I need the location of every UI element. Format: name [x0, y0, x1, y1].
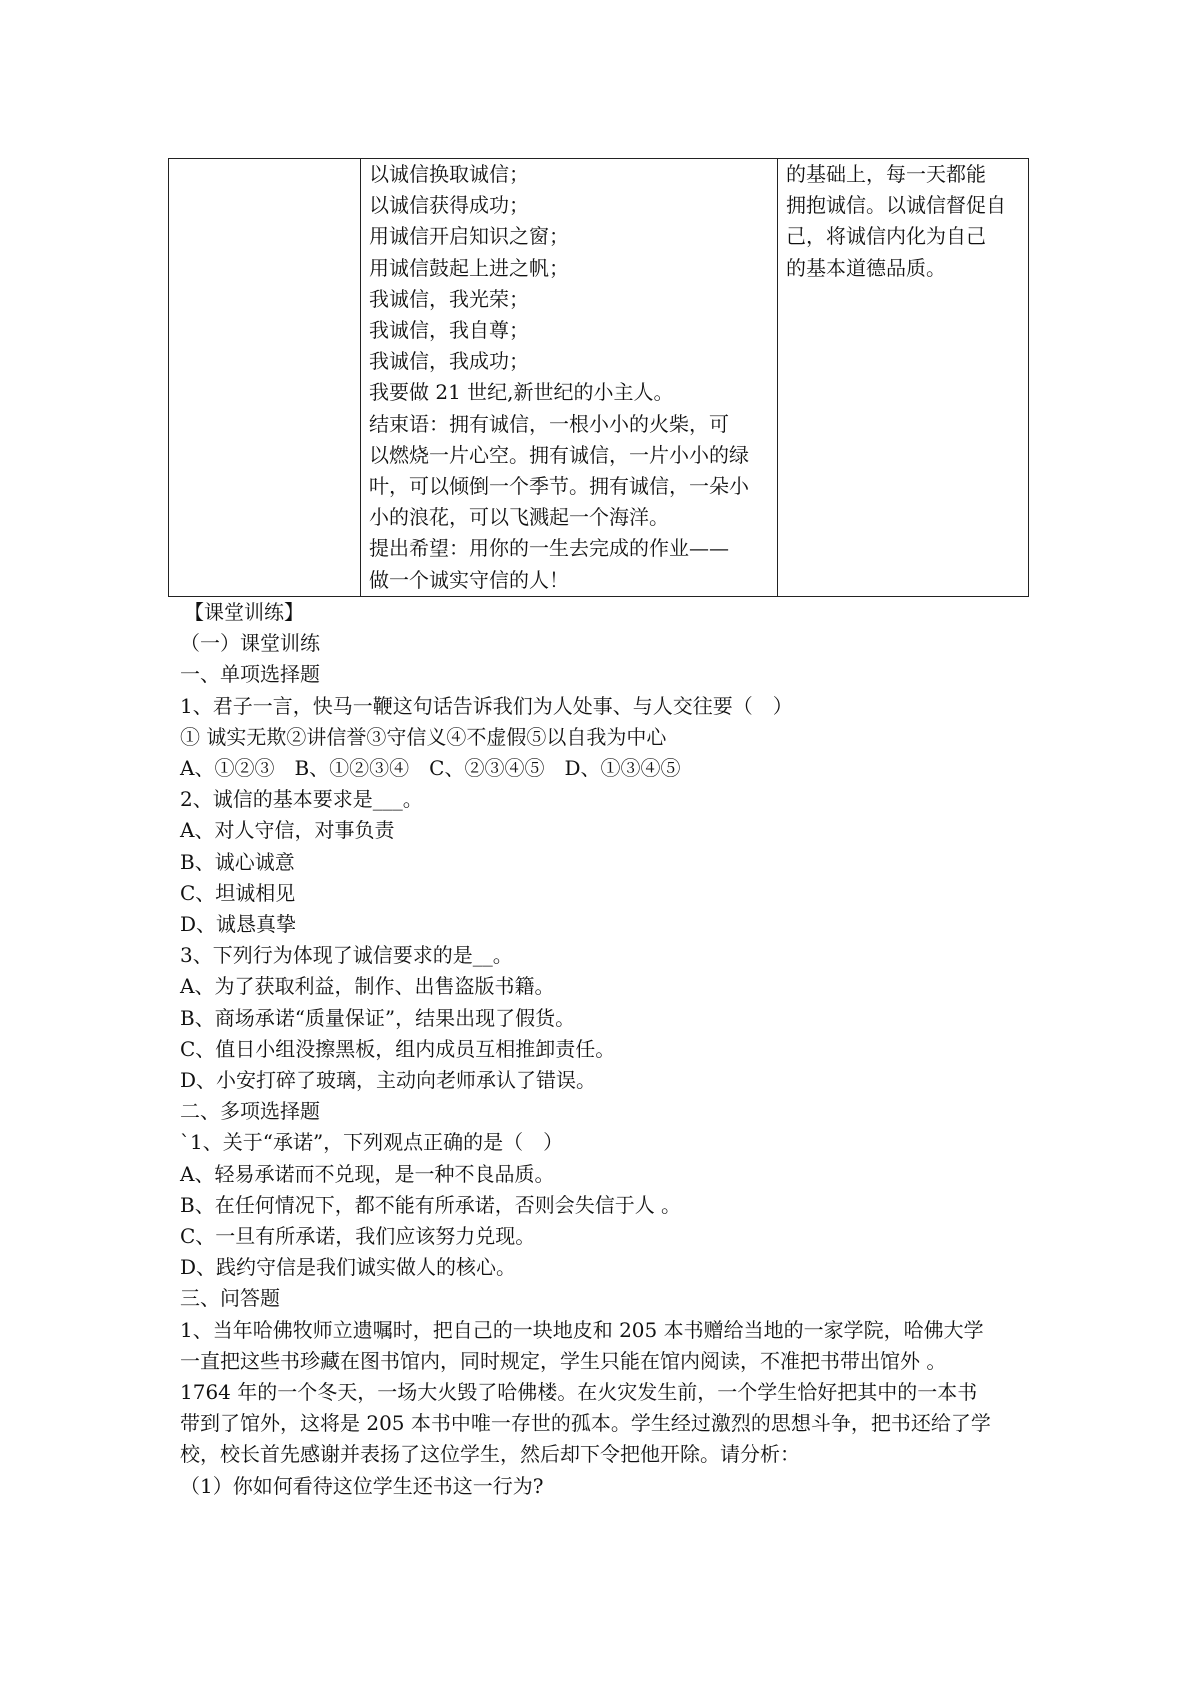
passage-line: 校，校长首先感谢并表扬了这位学生，然后却下令把他开除。请分析： — [180, 1442, 800, 1467]
question-stem: `1、关于“承诺”，下列观点正确的是（ ） — [180, 1130, 564, 1155]
table-text-line: 我诚信，我光荣； — [369, 286, 529, 311]
option-d: D、小安打碎了玻璃，主动向老师承认了错误。 — [180, 1068, 597, 1093]
table-text-line: 的基础上，每一天都能 — [786, 162, 986, 186]
part-heading-single-choice: 一、单项选择题 — [180, 662, 320, 687]
option-c: C、值日小组没擦黑板，组内成员互相推卸责任。 — [180, 1036, 616, 1061]
option-a: A、为了获取利益，制作、出售盗版书籍。 — [180, 974, 555, 999]
passage-line: 一直把这些书珍藏在图书馆内，同时规定，学生只能在馆内阅读，不准把书带出馆外 。 — [180, 1348, 947, 1373]
lesson-plan-table — [168, 158, 1029, 597]
question-stem: 1、君子一言，快马一鞭这句话告诉我们为人处事、与人交往要（ ） — [180, 693, 793, 718]
option-a: A、对人守信，对事负责 — [180, 818, 395, 843]
exercise-section — [180, 597, 1020, 1502]
table-text-line: 我诚信，我自尊； — [369, 318, 529, 343]
table-row — [169, 159, 1029, 597]
option-a: A、轻易承诺而不兑现，是一种不良品质。 — [180, 1161, 555, 1186]
option-d: D、诚恳真挚 — [180, 912, 297, 937]
table-text-line: 用诚信鼓起上进之帆； — [369, 255, 569, 280]
option-b: B、诚心诚意 — [180, 849, 295, 874]
passage-line: 带到了馆外，这将是 205 本书中唯一存世的孤本。学生经过激烈的思想斗争，把书还给了学 — [180, 1411, 991, 1436]
table-text-line: 我诚信，我成功； — [369, 349, 529, 374]
option-d: D、践约守信是我们诚实做人的核心。 — [180, 1255, 517, 1280]
table-text-line: 结束语：拥有诚信，一根小小的火柴，可 — [369, 411, 729, 436]
table-text-line: 以诚信获得成功； — [369, 193, 529, 218]
table-cell-empty — [169, 159, 361, 597]
table-text-line: 叶，可以倾倒一个季节。拥有诚信，一朵小 — [369, 474, 749, 499]
question-stem: 3、下列行为体现了诚信要求的是__。 — [180, 943, 513, 968]
option-c: C、一旦有所承诺，我们应该努力兑现。 — [180, 1224, 536, 1249]
question-stem: 2、诚信的基本要求是___。 — [180, 787, 423, 812]
table-text-line: 我要做 21 世纪,新世纪的小主人。 — [369, 380, 674, 405]
question-items: ① 诚实无欺②讲信誉③守信义④不虚假⑤以自我为中心 — [180, 724, 667, 749]
table-text-line: 拥抱诚信。以诚信督促自 — [786, 193, 1006, 218]
table-text-line: 提出希望：用你的一生去完成的作业—— — [369, 536, 729, 561]
table-text-line: 的基本道德品质。 — [786, 255, 946, 280]
passage-line: 1、当年哈佛牧师立遗嘱时，把自己的一块地皮和 205 本书赠给当地的一家学院，哈佛大学 — [180, 1317, 984, 1342]
sub-question: （1）你如何看待这位学生还书这一行为? — [180, 1473, 544, 1498]
option-b: B、商场承诺“质量保证”，结果出现了假货。 — [180, 1005, 576, 1030]
table-cell-content — [361, 159, 778, 597]
table-text-line: 己，将诚信内化为自己 — [786, 224, 986, 249]
part-heading-multiple-choice: 二、多项选择题 — [180, 1099, 320, 1124]
subsection-title: （一）课堂训练 — [180, 631, 320, 656]
table-text-line: 做一个诚实守信的人！ — [369, 567, 569, 592]
table-text-line: 用诚信开启知识之窗； — [369, 224, 569, 249]
table-text-line: 以诚信换取诚信； — [369, 162, 529, 186]
table-text-line: 小的浪花，可以飞溅起一个海洋。 — [369, 505, 669, 530]
question-options: A、①②③ B、①②③④ C、②③④⑤ D、①③④⑤ — [180, 756, 681, 781]
table-text-line: 以燃烧一片心空。拥有诚信，一片小小的绿 — [369, 442, 749, 467]
section-title: 【课堂训练】 — [184, 600, 304, 624]
passage-line: 1764 年的一个冬天，一场大火毁了哈佛楼。在火灾发生前，一个学生恰好把其中的一本书 — [180, 1380, 978, 1405]
table-cell-goal — [778, 159, 1029, 597]
option-b: B、在任何情况下，都不能有所承诺，否则会失信于人 。 — [180, 1192, 682, 1217]
option-c: C、坦诚相见 — [180, 880, 296, 905]
part-heading-short-answer: 三、问答题 — [180, 1286, 280, 1311]
